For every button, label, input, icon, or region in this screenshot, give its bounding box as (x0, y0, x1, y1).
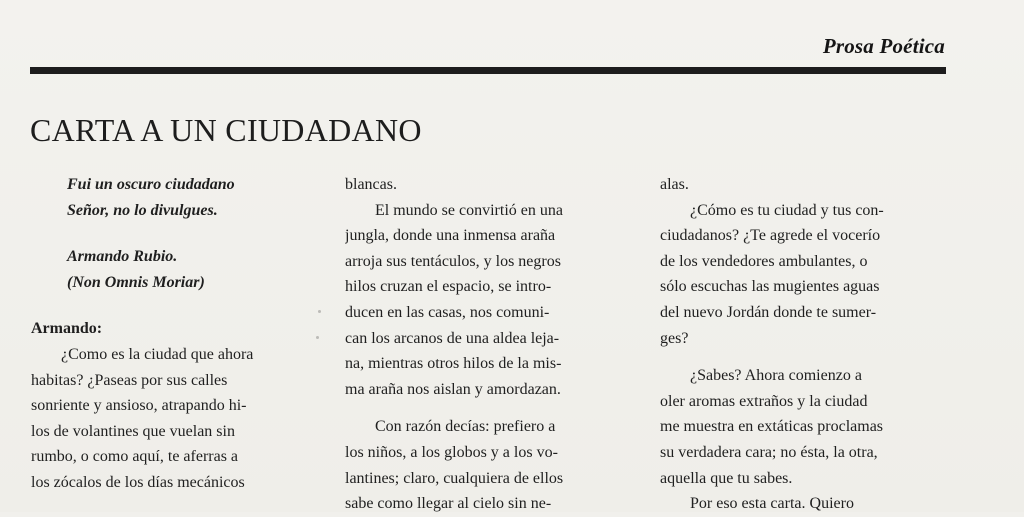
text-column-3 (660, 172, 946, 517)
header-rule (30, 67, 946, 74)
text-line: ¿Cómo es tu ciudad y tus con- (690, 201, 884, 219)
text-line: Con razón decías: prefiero a (375, 418, 556, 436)
text-line: jungla, donde una inmensa araña (345, 227, 556, 245)
scan-speck (318, 310, 321, 313)
text-line: su verdadera cara; no ésta, la otra, (660, 443, 878, 461)
text-line: oler aromas extraños y la ciudad (660, 392, 868, 410)
article-title: CARTA A UN CIUDADANO (30, 112, 422, 148)
epigraph-line: Señor, no lo divulgues. (67, 201, 218, 219)
text-line: sólo escuchas las mugientes aguas (660, 278, 880, 296)
text-line: Por eso esta carta. Quiero (690, 495, 854, 513)
text-line: El mundo se convirtió en una (375, 201, 563, 219)
letter-salutation: Armando: (31, 320, 103, 338)
text-line: ¿Sabes? Ahora comienzo a (690, 367, 862, 385)
text-line: los de volantines que vuelan sin (31, 422, 235, 440)
text-line: lantines; claro, cualquiera de ellos (345, 469, 564, 487)
text-line: ges? (660, 329, 689, 347)
text-line: hilos cruzan el espacio, se intro- (345, 278, 552, 296)
epigraph-attribution: (Non Omnis Moriar) (67, 273, 205, 291)
text-line: alas. (660, 176, 689, 193)
scan-speck (316, 336, 319, 339)
text-line: ducen en las casas, nos comuni- (345, 303, 550, 321)
text-line: sonriente y ansioso, atrapando hi- (31, 397, 247, 415)
section-label: Prosa Poética (822, 34, 945, 58)
text-line: sabe como llegar al cielo sin ne- (345, 495, 552, 513)
text-line: can los arcanos de una aldea leja- (345, 329, 560, 347)
text-line: los niños, a los globos y a los vo- (345, 443, 558, 461)
text-line: arroja sus tentáculos, y los negros (345, 252, 561, 270)
text-line: ¿Como es la ciudad que ahora (61, 345, 254, 363)
text-column-1 (31, 172, 320, 496)
text-line: blancas. (345, 176, 397, 193)
text-column-2 (345, 172, 634, 517)
epigraph-attribution: Armando Rubio. (67, 248, 178, 266)
text-line: na, mientras otros hilos de la mis- (345, 355, 562, 373)
text-line: del nuevo Jordán donde te sumer- (660, 303, 877, 321)
epigraph-line: Fui un oscuro ciudadano (67, 176, 235, 193)
text-line: los zócalos de los días mecánicos (31, 473, 245, 491)
text-line: me muestra en extáticas proclamas (660, 418, 884, 436)
text-line: habitas? ¿Paseas por sus calles (31, 371, 228, 389)
text-line: ciudadanos? ¿Te agrede el vocerío (660, 227, 881, 245)
text-line: ma araña nos aislan y amordazan. (345, 380, 561, 398)
text-line: aquella que tu sabes. (660, 469, 793, 487)
text-line: rumbo, o como aquí, te aferras a (31, 448, 239, 466)
text-line: de los vendedores ambulantes, o (660, 252, 868, 270)
